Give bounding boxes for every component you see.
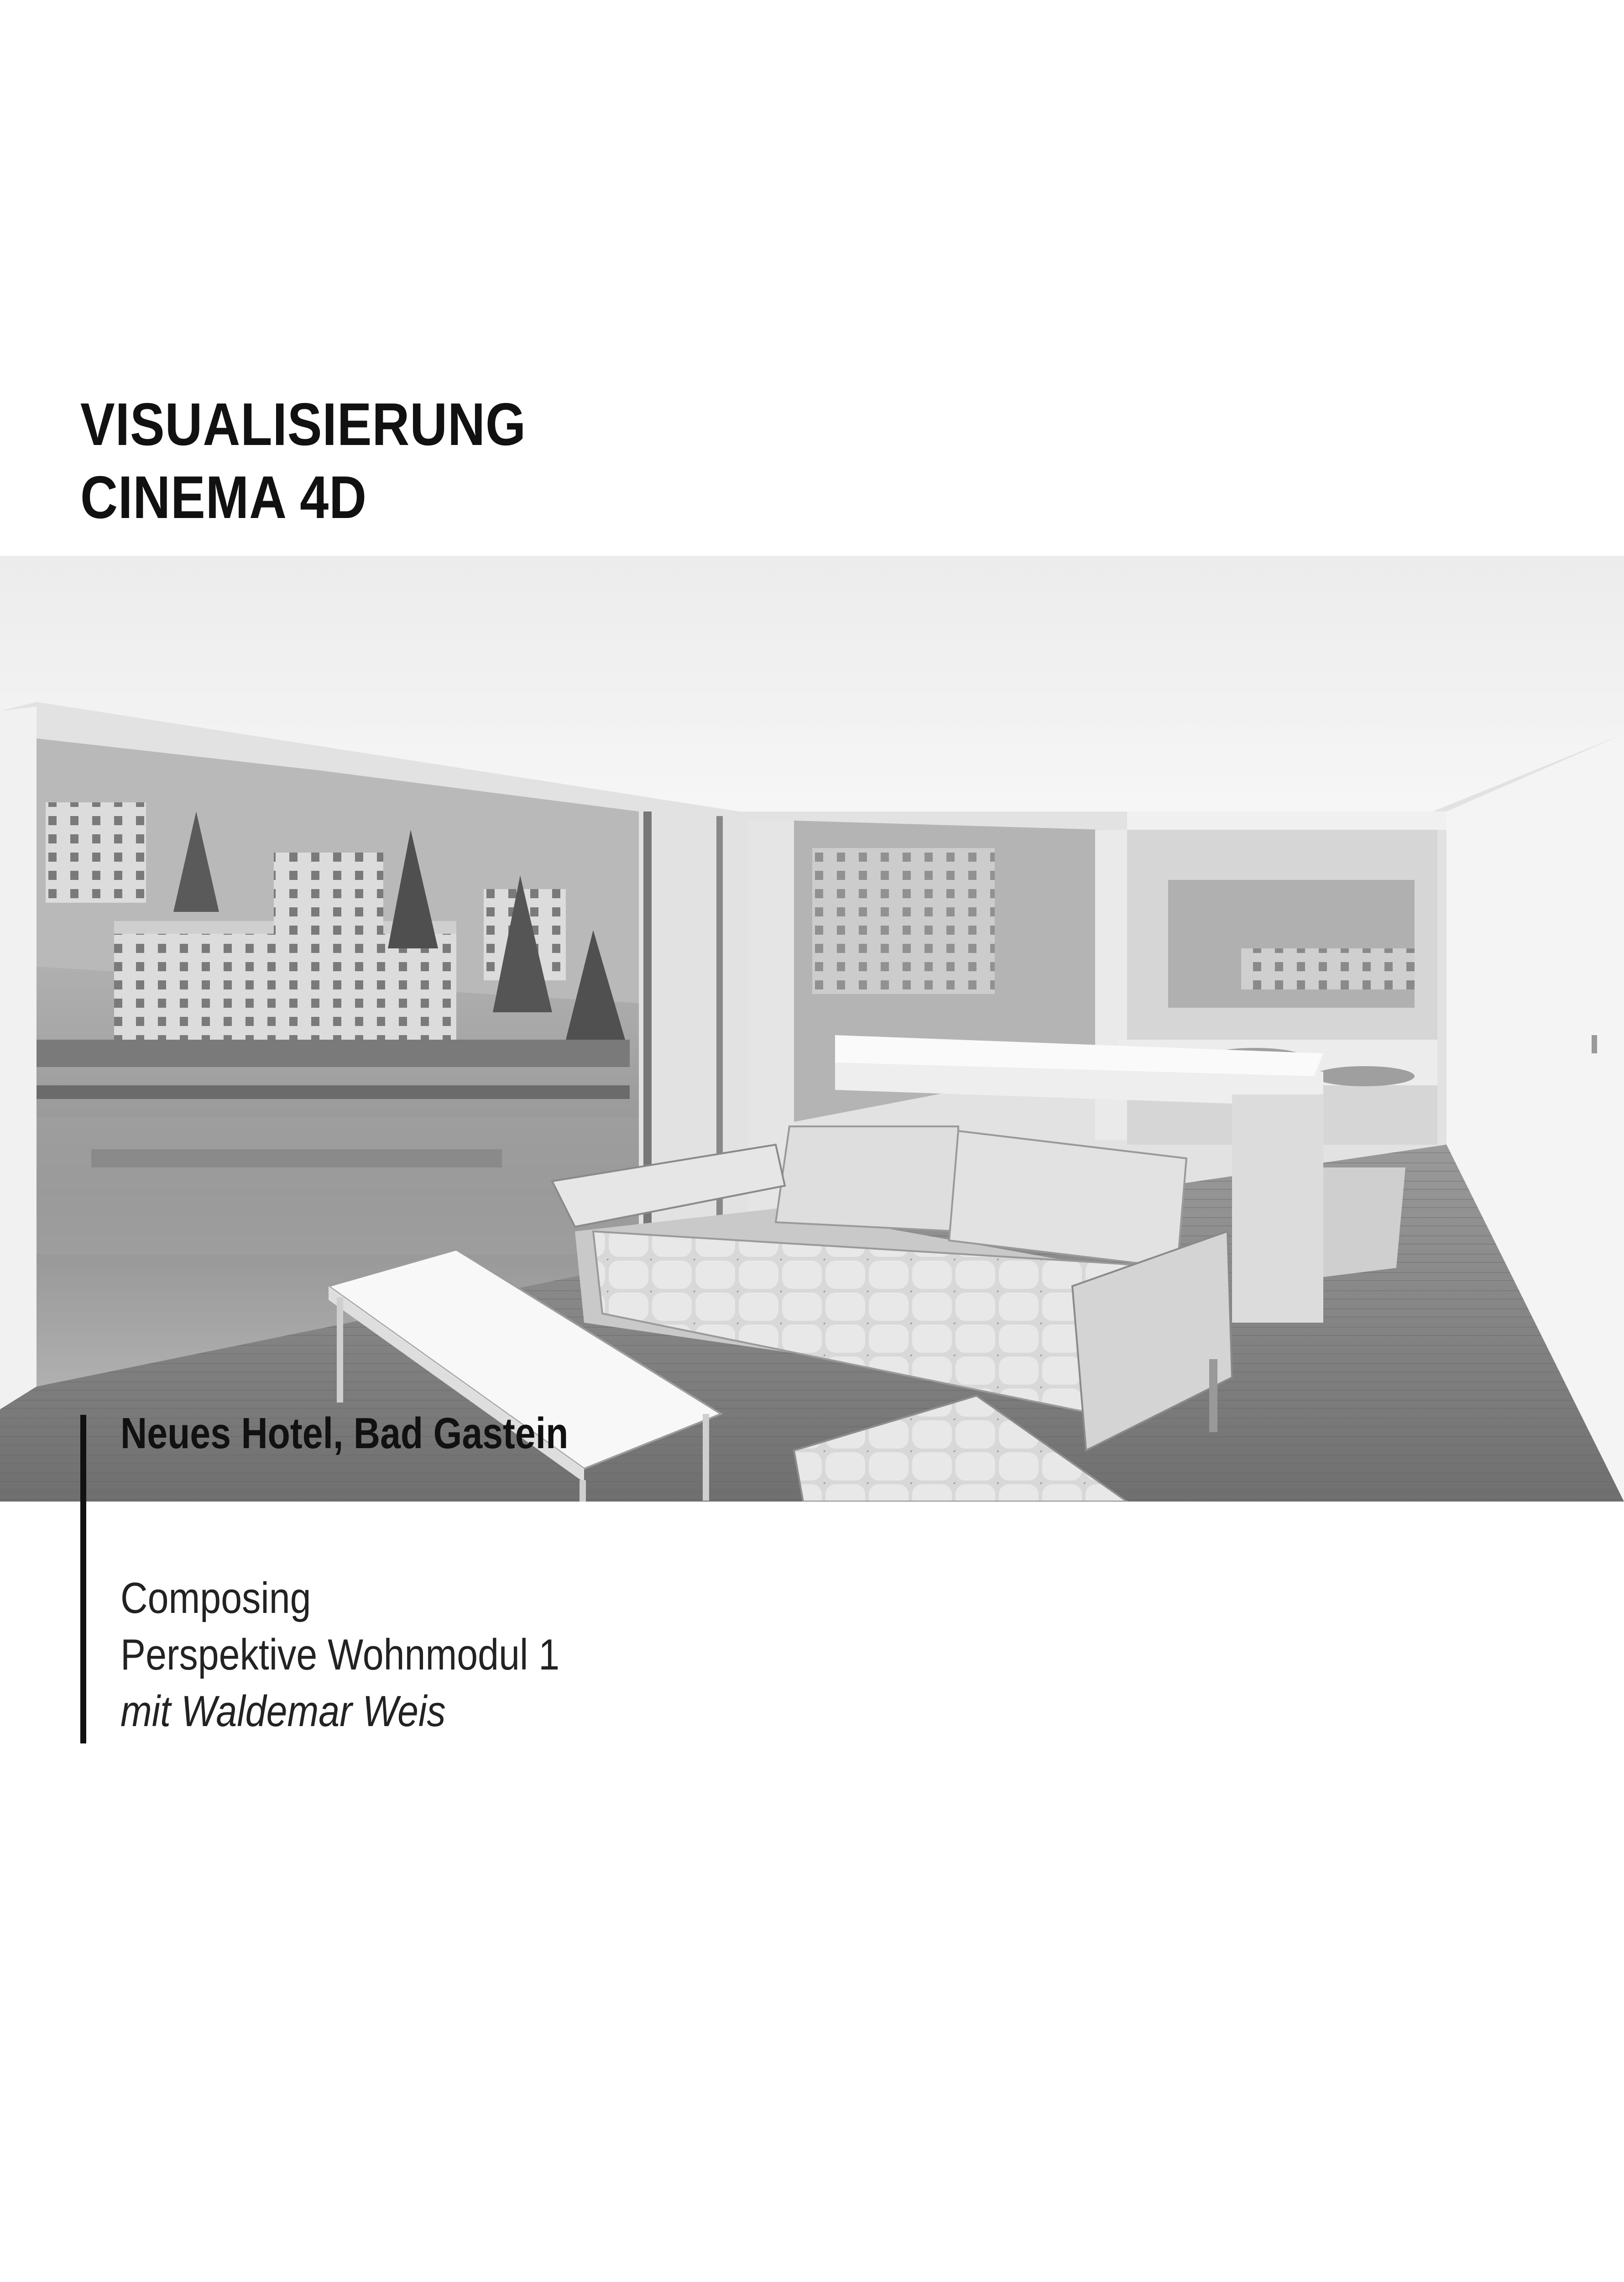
project-details (120, 1570, 559, 1740)
title-line-2: CINEMA 4D (80, 464, 367, 531)
details-line-composing: Composing (120, 1574, 311, 1623)
details-line-perspective: Perspektive Wohnmodul 1 (120, 1630, 560, 1679)
title-line-1: VISUALISIERUNG (80, 391, 527, 458)
accent-bar (80, 1415, 86, 1743)
interior-rendering (0, 556, 1624, 1502)
details-credit: mit Waldemar Weis (120, 1687, 446, 1736)
project-name: Neues Hotel, Bad Gastein (120, 1409, 569, 1458)
page-title (80, 388, 526, 534)
